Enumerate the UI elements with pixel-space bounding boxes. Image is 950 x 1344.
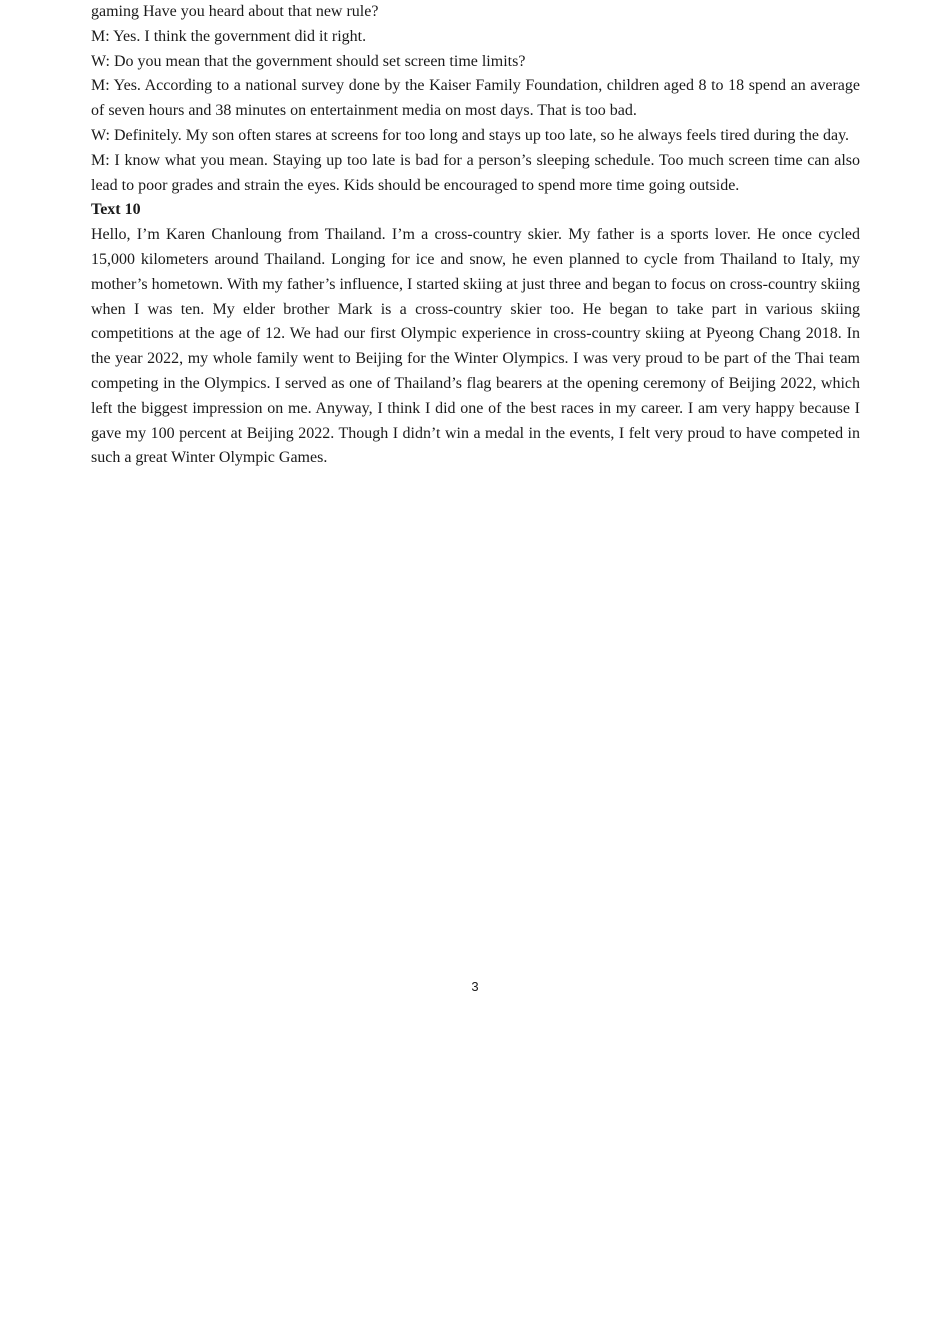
dialogue-line: W: Do you mean that the government should set screen time limits? [91,52,526,70]
dialogue-line: M: Yes. I think the government did it right. [91,27,367,45]
dialogue-line: M: Yes. According to a national survey done by the Kaiser Family Foundation, children aged 8 to 18 spend an average of seven hours and 38 minutes on entertainment media on most days. That is too bad. [91,77,860,120]
section-paragraph: Hello, I’m Karen Chanloung from Thailand. I’m a cross-country skier. My father is a sports lover. He once cycled 15,000 kilometers around Thailand. Longing for ice and snow, he even planned to cycle from Thailand to Italy, my mother’s hometown. With my father’s influence, I started skiing at just three and began to focus on cross-country skiing when I was ten. My elder brother Mark is a cross-country skier too. He began to take part in various skiing competitions at the age of 12. We had our first Olympic experience in cross-country skiing at Pyeong Chang 2018. In the year 2022, my whole family went to Beijing for the Winter Olympics. I was very proud to be part of the Thai team competing in the Olympics. I served as one of Thailand’s flag bearers at the opening ceremony of Beijing 2022, which left the biggest impression on me. Anyway, I think I did one of the best races in my career. I am very happy because I gave my 100 percent at Beijing 2022. Though I didn’t win a medal in the events, I felt very proud to have competed in such a great Winter Olympic Games. [91,226,860,467]
dialogue-line: W: Definitely. My son often stares at screens for too long and stays up too late, so he always feels tired during the day. [91,126,850,144]
document-page [91,0,860,471]
dialogue-line: gaming Have you heard about that new rule? [91,3,379,20]
dialogue-line: M: I know what you mean. Staying up too late is bad for a person’s sleeping schedule. Too much screen time can also lead to poor grades and strain the eyes. Kids should be encouraged to spend more time going outside. [91,151,860,194]
section-heading: Text 10 [91,201,141,219]
page-number: 3 [471,979,479,994]
